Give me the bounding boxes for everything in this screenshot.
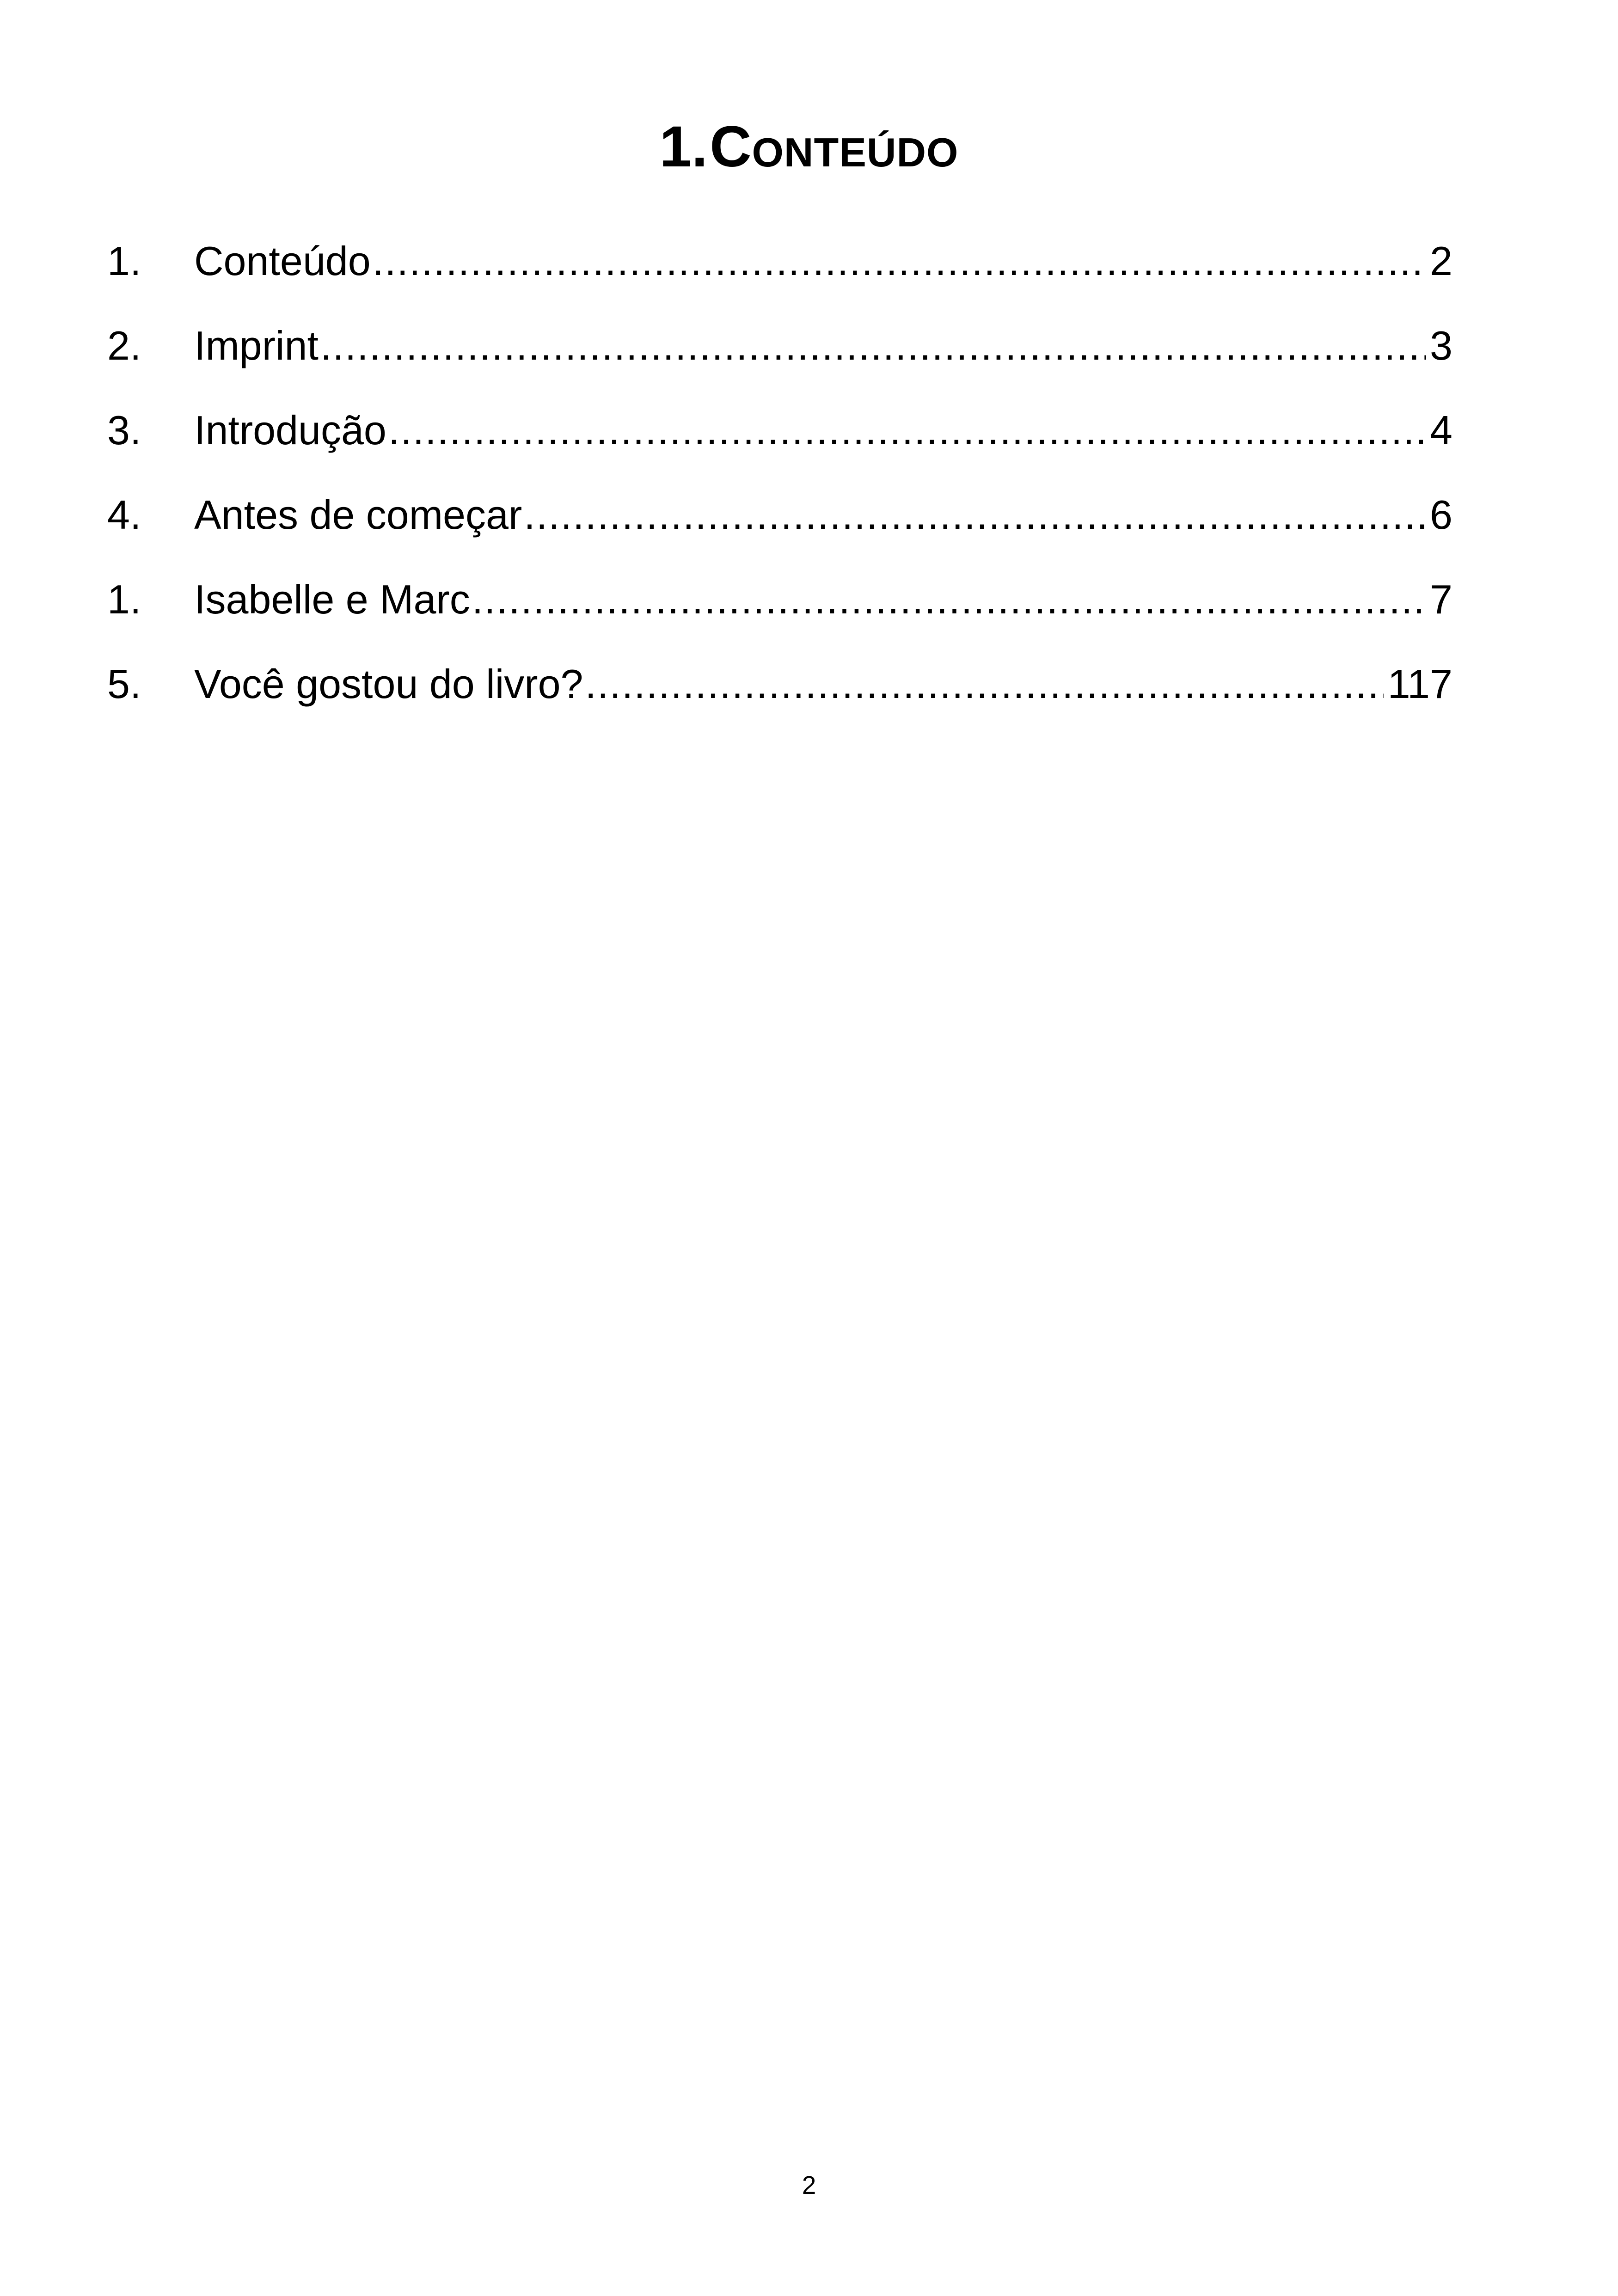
table-of-contents — [107, 233, 1453, 741]
toc-entry-page: 7 — [1430, 576, 1453, 622]
toc-entry[interactable] — [107, 656, 1453, 741]
toc-entry-page: 2 — [1430, 238, 1453, 284]
toc-entry[interactable] — [107, 233, 1453, 318]
toc-entry[interactable] — [107, 487, 1453, 572]
toc-entry-number: 1. — [107, 238, 141, 284]
toc-entry-label: Imprint — [194, 323, 319, 368]
page-title — [0, 115, 1618, 179]
toc-entry-label: Antes de começar — [194, 492, 522, 538]
toc-entry-label: Você gostou do livro? — [194, 661, 583, 707]
toc-entry-page: 3 — [1430, 323, 1453, 368]
toc-entry-label: Isabelle e Marc — [194, 576, 470, 622]
page-number: 2 — [802, 2171, 816, 2199]
toc-entry-page: 117 — [1387, 661, 1453, 707]
page-title-text: Conteúdo — [710, 115, 959, 179]
toc-entry[interactable] — [107, 403, 1453, 487]
toc-entry-page: 6 — [1430, 492, 1453, 538]
toc-entry-page: 4 — [1430, 407, 1453, 453]
toc-entry[interactable] — [107, 572, 1453, 656]
toc-entry-number: 5. — [107, 661, 141, 707]
toc-entry-number: 4. — [107, 492, 141, 538]
toc-dot-leader — [320, 318, 1426, 373]
toc-dot-leader — [388, 403, 1426, 458]
page-title-number: 1. — [659, 115, 708, 179]
toc-entry-label: Introdução — [194, 407, 386, 453]
toc-dot-leader — [524, 487, 1426, 543]
toc-dot-leader — [373, 233, 1426, 289]
toc-entry[interactable] — [107, 318, 1453, 403]
toc-dot-leader — [472, 572, 1426, 627]
toc-entry-number: 1. — [107, 576, 141, 622]
toc-entry-number: 2. — [107, 323, 141, 368]
toc-dot-leader — [585, 656, 1384, 712]
toc-entry-number: 3. — [107, 407, 141, 453]
toc-entry-label: Conteúdo — [194, 238, 371, 284]
